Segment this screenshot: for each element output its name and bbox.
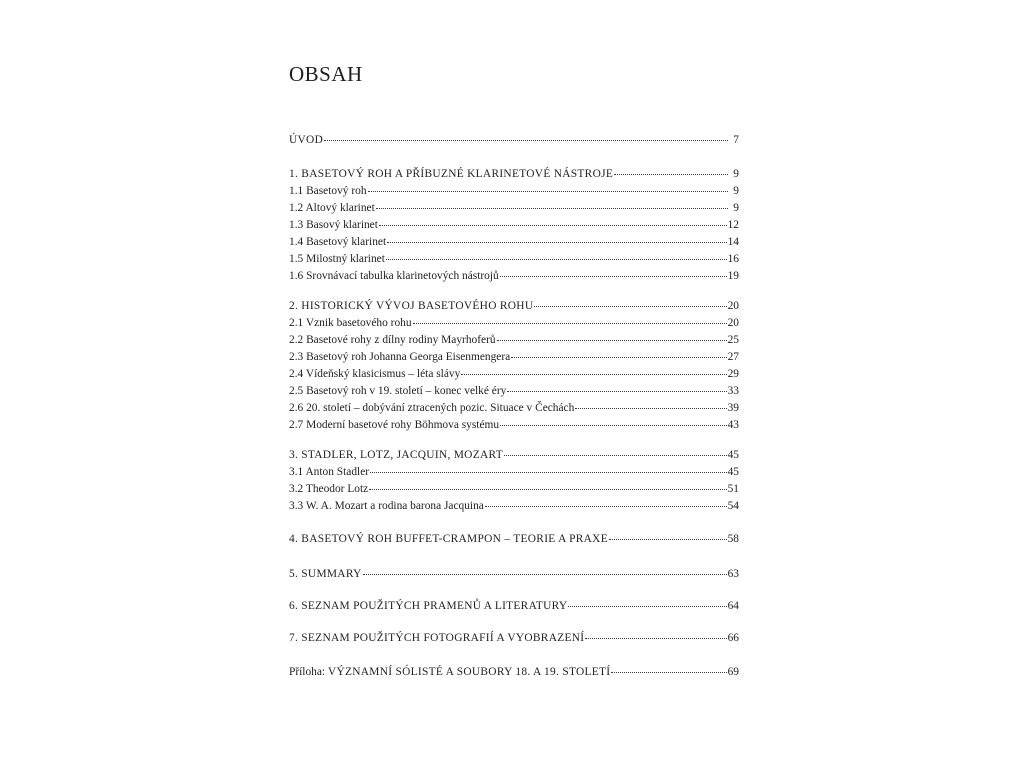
toc-entry-label: 1.3 Basový klarinet (289, 219, 378, 231)
dot-leader (379, 215, 727, 226)
toc-entry-label: ÚVOD (289, 134, 324, 146)
toc-entry-label: 5. SUMMARY (289, 568, 362, 580)
toc-entry-1-6[interactable] (289, 268, 739, 284)
toc-entry-label: 2.4 Vídeňský klasicismus – léta slávy (289, 368, 461, 380)
toc-entry-1-2[interactable] (289, 200, 739, 216)
toc-entry-page: 20 (727, 317, 739, 329)
dot-leader (363, 564, 727, 575)
toc-entry-page: 69 (727, 666, 739, 678)
toc-entry-label: 3.2 Theodor Lotz (289, 483, 369, 495)
toc-entry-page: 9 (733, 202, 739, 214)
toc-entry-appendix[interactable] (289, 664, 739, 680)
toc-entry-2-4[interactable] (289, 366, 739, 382)
toc-entry-2-1[interactable] (289, 315, 739, 331)
toc-entry-2-2[interactable] (289, 332, 739, 348)
toc-entry-page: 16 (727, 253, 739, 265)
toc-entry-page: 19 (727, 270, 739, 282)
toc-entry-chapter-7[interactable] (289, 630, 739, 646)
toc-entry-label: 2.2 Basetové rohy z dílny rodiny Mayrhoferů (289, 334, 496, 346)
dot-leader (497, 330, 727, 341)
dot-leader (413, 313, 727, 324)
toc-entry-chapter-5[interactable] (289, 566, 739, 582)
toc-entry-label: 3.1 Anton Stadler (289, 466, 370, 478)
toc-entry-1-1[interactable] (289, 183, 739, 199)
toc-entry-page: 45 (727, 466, 739, 478)
toc-entry-page: 12 (727, 219, 739, 231)
toc-entry-2-5[interactable] (289, 383, 739, 399)
toc-entry-page: 66 (727, 632, 739, 644)
toc-entry-1-4[interactable] (289, 234, 739, 250)
dot-leader (485, 496, 727, 507)
dot-leader (614, 164, 728, 175)
dot-leader (386, 249, 727, 260)
toc-entry-label (289, 664, 610, 680)
toc-entry-page: 9 (733, 168, 739, 180)
toc-entry-page: 27 (727, 351, 739, 363)
toc-entry-label: 2.5 Basetový roh v 19. století – konec velké éry (289, 385, 507, 397)
toc-entry-label: 7. SEZNAM POUŽITÝCH FOTOGRAFIÍ A VYOBRAZENÍ (289, 632, 585, 644)
toc-entry-3-3[interactable] (289, 498, 739, 514)
toc-entry-page: 14 (727, 236, 739, 248)
toc-entry-page: 58 (727, 533, 739, 545)
toc-entry-label: 1.4 Basetový klarinet (289, 236, 387, 248)
dot-leader (585, 628, 726, 639)
toc-entry-page: 39 (727, 402, 739, 414)
toc-entry-label: 1.5 Milostný klarinet (289, 253, 385, 265)
toc-entry-page: 29 (727, 368, 739, 380)
toc-entry-label: 4. BASETOVÝ ROH BUFFET-CRAMPON – TEORIE A PRAXE (289, 533, 608, 545)
toc-entry-2-7[interactable] (289, 417, 739, 433)
toc-entry-label: 2.7 Moderní basetové rohy Böhmova systému (289, 419, 500, 431)
dot-leader (611, 662, 726, 673)
dot-leader (369, 479, 726, 490)
toc-entry-2-3[interactable] (289, 349, 739, 365)
dot-leader (461, 364, 726, 375)
toc-entry-label: 3.3 W. A. Mozart a rodina barona Jacquina (289, 500, 484, 512)
toc-entry-label: 2. HISTORICKÝ VÝVOJ BASETOVÉHO ROHU (289, 300, 534, 312)
toc-entry-page: 20 (727, 300, 739, 312)
toc-entry-label: 1.6 Srovnávací tabulka klarinetových nástrojů (289, 270, 499, 282)
dot-leader (507, 381, 726, 392)
toc-entry-label: 1.1 Basetový roh (289, 185, 367, 197)
dot-leader (500, 415, 727, 426)
dot-leader (534, 296, 726, 307)
toc-entry-label: 3. STADLER, LOTZ, JACQUIN, MOZART (289, 449, 503, 461)
dot-leader (324, 130, 728, 141)
toc-entry-chapter-4[interactable] (289, 531, 739, 547)
toc-entry-page: 64 (727, 600, 739, 612)
toc-entry-chapter-1[interactable] (289, 166, 739, 182)
dot-leader (504, 445, 727, 456)
dot-leader (370, 462, 727, 473)
page-title: OBSAH (289, 62, 363, 86)
toc-entry-3-1[interactable] (289, 464, 739, 480)
dot-leader (387, 232, 726, 243)
toc-entry-chapter-6[interactable] (289, 598, 739, 614)
toc-entry-label: 1. BASETOVÝ ROH A PŘÍBUZNÉ KLARINETOVÉ NÁSTROJE (289, 168, 614, 180)
appendix-prefix: Příloha: (289, 666, 328, 678)
dot-leader (500, 266, 727, 277)
toc-entry-label: 2.1 Vznik basetového rohu (289, 317, 412, 329)
toc-entry-uvod[interactable] (289, 132, 739, 148)
toc-entry-chapter-2[interactable] (289, 298, 739, 314)
dot-leader (376, 198, 728, 209)
toc-entry-page: 63 (727, 568, 739, 580)
toc-entry-label: 2.3 Basetový roh Johanna Georga Eisenmengera (289, 351, 511, 363)
toc-entry-page: 33 (727, 385, 739, 397)
toc-entry-label: 6. SEZNAM POUŽITÝCH PRAMENŮ A LITERATURY (289, 600, 568, 612)
toc-entry-page: 45 (727, 449, 739, 461)
dot-leader (568, 596, 726, 607)
toc-entry-page: 9 (733, 185, 739, 197)
dot-leader (609, 529, 727, 540)
table-of-contents (289, 0, 739, 768)
toc-entry-chapter-3[interactable] (289, 447, 739, 463)
dot-leader (511, 347, 726, 358)
toc-entry-2-6[interactable] (289, 400, 739, 416)
toc-entry-page: 25 (727, 334, 739, 346)
toc-entry-1-3[interactable] (289, 217, 739, 233)
toc-entry-label: 2.6 20. století – dobývání ztracených pozic. Situace v Čechách (289, 402, 575, 414)
dot-leader (368, 181, 728, 192)
toc-entry-page: 51 (727, 483, 739, 495)
appendix-title: VÝZNAMNÍ SÓLISTÉ A SOUBORY 18. A 19. STOLETÍ (327, 666, 611, 678)
toc-entry-label: 1.2 Altový klarinet (289, 202, 375, 214)
toc-entry-page: 43 (727, 419, 739, 431)
toc-entry-page: 7 (733, 134, 739, 146)
toc-entry-3-2[interactable] (289, 481, 739, 497)
toc-entry-1-5[interactable] (289, 251, 739, 267)
toc-entry-page: 54 (727, 500, 739, 512)
dot-leader (575, 398, 726, 409)
